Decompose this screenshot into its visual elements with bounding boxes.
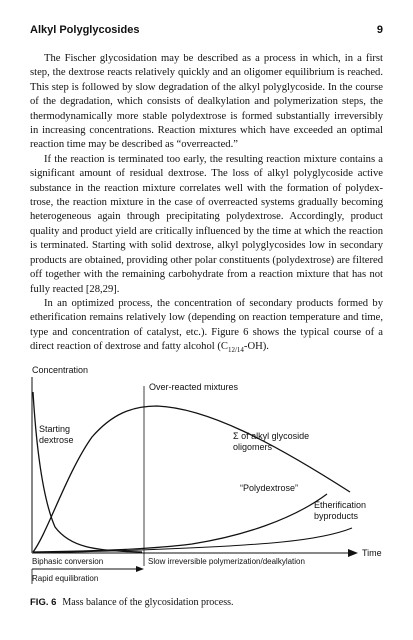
mass-balance-diagram bbox=[22, 362, 392, 592]
etherification-label-1: Etherification bbox=[314, 500, 367, 510]
starting-dextrose-label-2: dextrose bbox=[39, 435, 74, 445]
paragraph-3-text: In an optimized process, the concentration of secondary products formed by etherification remains relatively low (depending on reaction temperature and time, type and concentration of catalyst, etc.). Figure 6 shows the typical course of a direct reaction of dextrose and fatty alcohol (C bbox=[30, 297, 383, 353]
rapid-arrowhead bbox=[136, 566, 144, 572]
x-axis-label: Time bbox=[362, 548, 382, 558]
formula-subscript: 12/14 bbox=[227, 346, 244, 355]
y-axis-label: Concentration bbox=[32, 365, 89, 375]
biphasic-label: Biphasic conversion bbox=[32, 557, 104, 566]
x-axis-arrowhead bbox=[348, 549, 358, 557]
caption-label: FIG. 6 bbox=[30, 597, 57, 608]
caption-text: Mass balance of the glycosidation process. bbox=[62, 597, 234, 608]
polydextrose-label: “Polydextrose” bbox=[240, 483, 299, 493]
running-title: Alkyl Polyglycosides bbox=[30, 24, 140, 36]
body-text bbox=[30, 52, 383, 358]
glycoside-label-2: oligomers bbox=[233, 442, 273, 452]
starting-dextrose-curve bbox=[33, 392, 142, 552]
slow-phase-label: Slow irreversible polymerization/dealkylation bbox=[148, 557, 305, 566]
figure-6 bbox=[22, 362, 392, 592]
paragraph-2: If the reaction is terminated too early, the resulting reaction mixture contains a significant amount of residual dextrose. The loss of alkyl polyglycoside active substance in the reaction mixture correlates well with the formation of polydextrose, the reaction mixture in the case of overreacted systems gradually becoming heterogeneous again through precipitating polydextrose. Accordingly, product quality and product yield are critically influenced by the time at which the reaction is terminated. Starting with solid dextrose, alkyl polyglycosides low in secondary products are obtained, providing other polar constituents (polydextrose) are filtered off together with the remaining carbohydrate from a reaction mixture that has not fully reacted [28,29]. bbox=[30, 153, 384, 295]
glycoside-label-1: Σ of alkyl glycoside bbox=[233, 431, 310, 441]
starting-dextrose-label-1: Starting bbox=[39, 424, 71, 434]
paragraph-1: The Fischer glycosidation may be described as a process in which, in a first step, the dextrose reacts relatively quickly and an oligomer equilibrium is reached. This step is followed by slow degradation of the alkyl polyglycoside. In the course of the degradation, which consists of dealkylation and polymerization steps, the thermodynamically more stable polydextrose is formed substantially irreversibly in increasing concentrations. Reaction mixtures which have exceeded an optimal reaction time may be described as “overreacted.” bbox=[30, 53, 383, 151]
page-number: 9 bbox=[376, 24, 383, 36]
rapid-equilibration-label: Rapid equilibration bbox=[32, 574, 99, 583]
etherification-curve bbox=[33, 528, 352, 553]
etherification-label-2: byproducts bbox=[314, 511, 359, 521]
running-header bbox=[30, 24, 383, 38]
alkyl-glycoside-curve bbox=[33, 406, 350, 552]
figure-caption bbox=[30, 597, 390, 608]
paragraph-3 bbox=[30, 297, 383, 358]
formula-suffix: -OH). bbox=[243, 341, 269, 353]
over-reacted-label: Over-reacted mixtures bbox=[149, 382, 239, 392]
